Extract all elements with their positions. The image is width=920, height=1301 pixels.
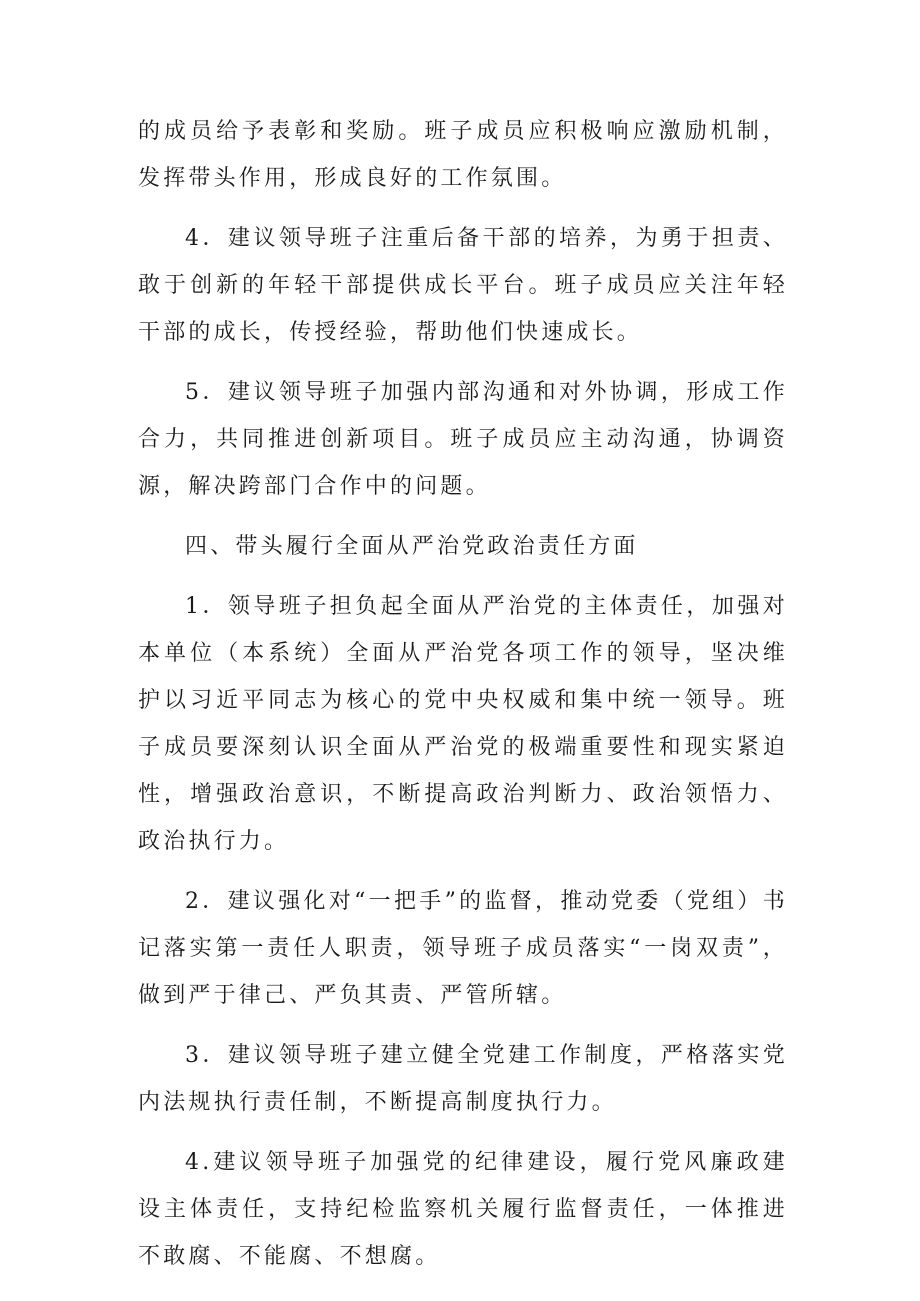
paragraph-item-4: 4．建议领导班子注重后备干部的培养，为勇于担责、敢于创新的年轻干部提供成长平台。班子成员应关注年轻干部的成长，传授经验，帮助他们快速成长。 (138, 226, 788, 345)
paragraph-section4-item-1: 1．领导班子担负起全面从严治党的主体责任，加强对本单位（本系统）全面从严治党各项工作的领导，坚决维护以习近平同志为核心的党中央权威和集中统一领导。班子成员要深刻认识全面从严治党的极端重要性和现实紧迫性，增强政治意识，不断提高政治判断力、政治领悟力、政治执行力。 (138, 594, 788, 854)
paragraph-continuation: 的成员给予表彰和奖励。班子成员应积极响应激励机制，发挥带头作用，形成良好的工作氛围。 (138, 119, 788, 191)
document-body (138, 108, 788, 1293)
paragraph-section4-item-4: 4.建议领导班子加强党的纪律建设，履行党风廉政建设主体责任，支持纪检监察机关履行监督责任，一体推进不敢腐、不能腐、不想腐。 (138, 1150, 788, 1269)
paragraph-section4-item-3: 3．建议领导班子建立健全党建工作制度，严格落实党内法规执行责任制，不断提高制度执行力。 (138, 1043, 788, 1115)
section-heading-four: 四、带头履行全面从严治党政治责任方面 (185, 534, 639, 559)
paragraph-section4-item-2: 2．建议强化对“一把手”的监督，推动党委（党组）书记落实第一责任人职责，领导班子成员落实“一岗双责”，做到严于律己、严负其责、严管所辖。 (138, 889, 788, 1008)
paragraph-item-5: 5．建议领导班子加强内部沟通和对外协调，形成工作合力，共同推进创新项目。班子成员应主动沟通，协调资源，解决跨部门合作中的问题。 (138, 380, 788, 499)
